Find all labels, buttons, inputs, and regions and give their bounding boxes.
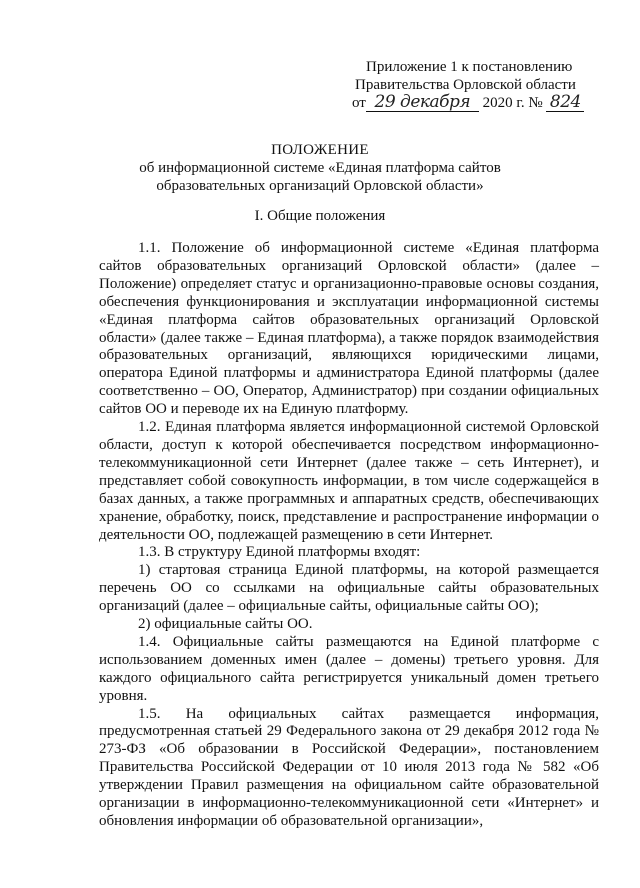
document-heading <box>100 141 540 195</box>
annex-date-line <box>352 94 602 114</box>
paragraph-1-1: 1.1. Положение об информационной системе «Единая платформа сайтов образовательных организаций Орловской области» (далее – Положение) определяет статус и организационно-правовые основы создания, обеспечения функционирования и эксплуатации информационной системы «Единая платформа сайтов образовательных организаций Орловской области» (далее также – Единая платформа), а также порядок взаимодействия образовательных организаций, являющихся юридическими лицами, оператора Единой платформы и администратора Единой платформы (далее соответственно – ОО, Оператор, Администратор) при создании официальных сайтов ОО и переводе их на Единую платформу. <box>99 240 599 418</box>
paragraph-1-4: 1.4. Официальные сайты размещаются на Единой платформе с использованием доменных имен (далее – домены) третьего уровня. Для каждого официального сайта регистрируется уникальный домен третьего уровня. <box>99 633 599 704</box>
paragraph-1-3-item-1: 1) стартовая страница Единой платформы, на которой размещается перечень ОО со ссылками на официальные сайты образовательных организаций (далее – официальные сайты, официальные сайты ОО); <box>99 562 599 615</box>
annex-line-2: Правительства Орловской области <box>355 77 576 93</box>
paragraph-1-3-item-2: 2) официальные сайты ОО. <box>138 616 313 633</box>
annex-date-prefix: от <box>352 95 366 111</box>
paragraph-1-2: 1.2. Единая платформа является информационной системой Орловской области, доступ к которой обеспечивается посредством информационно-телекоммуникационной сети Интернет (далее также – сеть Интернет), и представляет собой совокупность информации, в том числе содержащейся в базах данных, а также программных и аппаратных средств, обеспечивающих хранение, обработку, поиск, представление и распространение информации о деятельности ОО, подлежащей размещению в сети Интернет. <box>99 419 599 543</box>
annex-block <box>352 58 602 114</box>
document-subtitle-line-1: об информационной системе «Единая платформа сайтов <box>139 160 501 176</box>
section-title: I. Общие положения <box>254 208 386 224</box>
paragraph-1-5: 1.5. На официальных сайтах размещается информация, предусмотренная статьей 29 Федерального закона от 29 декабря 2012 года № 273-ФЗ «Об образовании в Российской Федерации», постановлением Правительства Российской Федерации от 10 июля 2013 года № 582 «Об утверждении Правил размещения на официальном сайте образовательной организации в информационно-телекоммуникационной сети «Интернет» и обновления информации об образовательной организации», <box>99 705 599 829</box>
annex-number-handwritten: 824 <box>549 92 581 112</box>
document-title: ПОЛОЖЕНИЕ <box>271 142 369 158</box>
annex-date-handwritten: 29 декабря <box>374 92 471 112</box>
annex-date-field <box>366 94 479 112</box>
annex-line-1: Приложение 1 к постановлению <box>366 59 573 75</box>
document-subtitle-line-2: образовательных организаций Орловской области» <box>156 178 484 194</box>
document-body <box>99 240 599 831</box>
annex-number-field <box>546 94 584 112</box>
annex-year-text: 2020 г. № <box>482 95 543 111</box>
paragraph-1-3: 1.3. В структуру Единой платформы входят: <box>138 544 421 561</box>
